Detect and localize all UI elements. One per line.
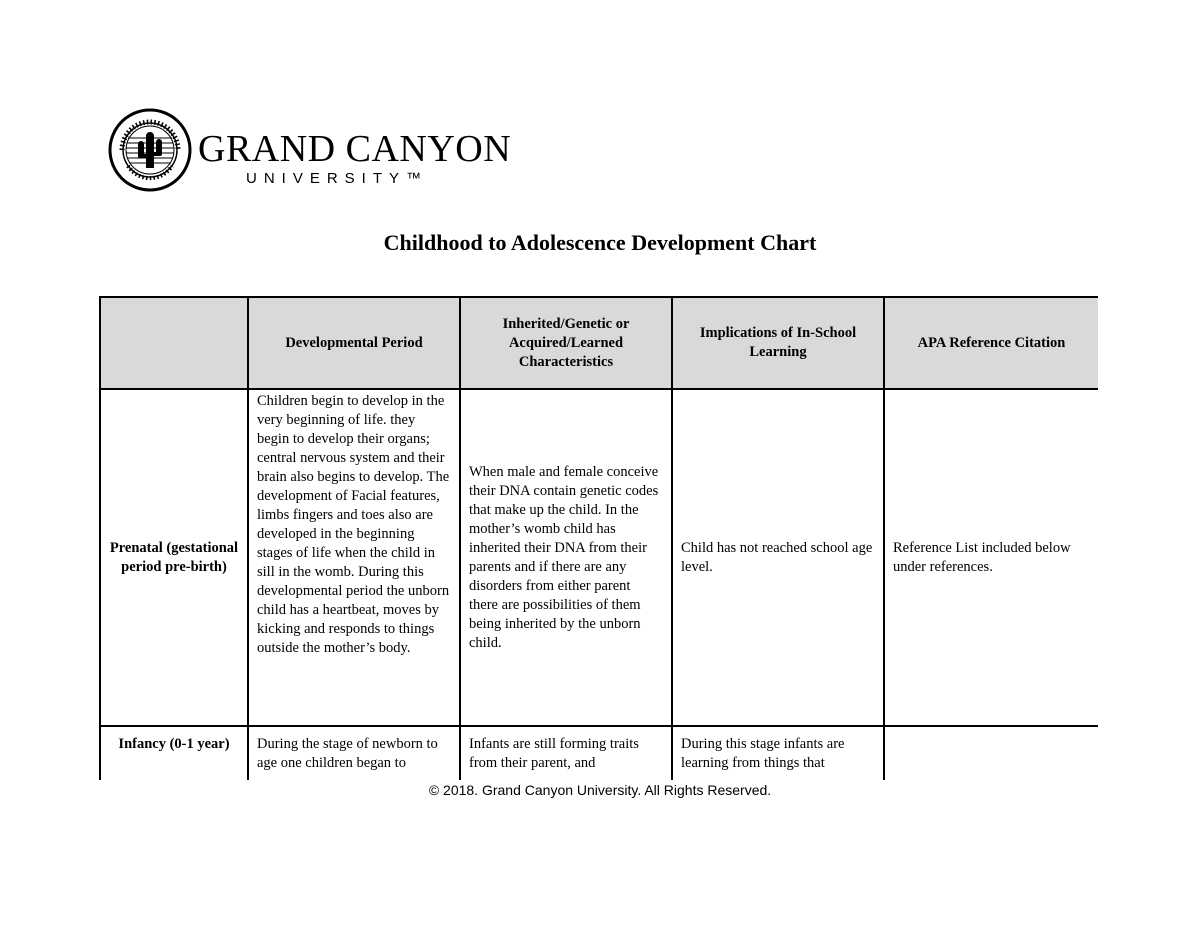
period-label: Infancy (0-1 year) (100, 726, 248, 780)
copyright-footer: © 2018. Grand Canyon University. All Rights Reserved. (428, 782, 772, 798)
table-row (100, 389, 1098, 726)
development-cell: Children begin to develop in the very beginning of life. they begin to develop their organs; central nervous system and their brain also begins to develop. The development of Facial features, limbs fingers and toes also are developed in the beginning stages of life when the child in sill in the womb. During this developmental period the unborn child has a heartbeat, moves by kicking and responds to things outside the mother’s body. (248, 389, 460, 726)
table-header-row (100, 297, 1098, 389)
header-characteristics: Inherited/Genetic or Acquired/Learned Characteristics (460, 297, 672, 389)
development-cell: During the stage of newborn to age one children began to (248, 726, 460, 780)
characteristics-cell: When male and female conceive their DNA contain genetic codes that make up the child. In the mother’s womb child has inherited their DNA from their parents and if there are any disorders from either parent there are possibilities of them being inherited by the unborn child. (460, 389, 672, 726)
period-label: Prenatal (gestational period pre-birth) (100, 389, 248, 726)
development-table-container (99, 296, 1098, 780)
university-logo (108, 108, 512, 192)
implications-cell: During this stage infants are learning from things that (672, 726, 884, 780)
table-row (100, 726, 1098, 780)
citation-cell (884, 726, 1098, 780)
header-apa-citation: APA Reference Citation (884, 297, 1098, 389)
header-cell-blank (100, 297, 248, 389)
implications-cell: Child has not reached school age level. (672, 389, 884, 726)
development-table (99, 296, 1098, 780)
university-seal-icon (108, 108, 192, 192)
characteristics-cell: Infants are still forming traits from their parent, and (460, 726, 672, 780)
header-developmental-period: Developmental Period (248, 297, 460, 389)
page-title: Childhood to Adolescence Development Chart (383, 230, 817, 255)
citation-cell: Reference List included below under references. (884, 389, 1098, 726)
logo-name-line2: UNIVERSITY™ (246, 170, 429, 187)
logo-name-line1: GRAND CANYON (198, 128, 512, 170)
header-implications: Implications of In-School Learning (672, 297, 884, 389)
